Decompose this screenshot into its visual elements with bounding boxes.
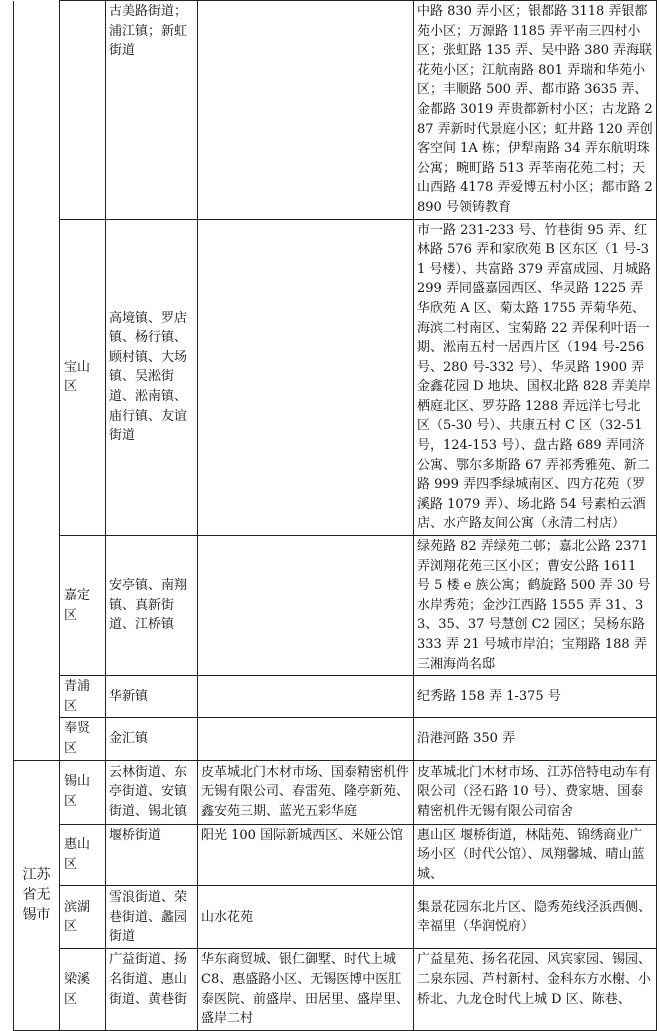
district-cell: 滨湖区 [60,886,106,949]
streets-cell: 堰桥街道 [106,824,198,886]
district-cell: 青浦区 [60,676,106,718]
table-row [14,536,657,676]
medium-risk-cell [198,1,414,220]
medium-risk-cell: 皮革城北门木材市场、国泰精密机件无锡有限公司、春雷苑、隆亭新苑、鑫安苑三期、蓝光五彩华庭 [198,760,414,824]
district-cell: 宝山区 [60,219,106,536]
province-cell: 江苏省无锡市 [14,760,60,1030]
low-risk-cell: 绿苑路 82 弄绿苑二邨；嘉北公路 2371 弄浏翔花苑三区小区；曹安公路 1611 号 5 楼 e 族公寓；鹤旋路 500 弄 30 号水岸秀苑；金沙江西路 1555 弄 31、33、35、37 号慧创 C2 园区；吴杨东路 333 弄 21 号城市岸泊；宝翔路 188 弄三湘海尚名邸 [414,536,657,676]
district-cell: 锡山区 [60,760,106,824]
streets-cell: 安亭镇、南翔镇、真新街道、江桥镇 [106,536,198,676]
medium-risk-cell: 山水花苑 [198,886,414,949]
streets-cell: 雪浪街道、荣巷街道、蠡园街道 [106,886,198,949]
streets-cell: 金汇镇 [106,718,198,760]
streets-cell: 华新镇 [106,676,198,718]
medium-risk-cell [198,536,414,676]
medium-risk-cell [198,219,414,536]
streets-cell: 古美路街道；浦江镇；新虹街道 [106,1,198,220]
table-row [14,949,657,1030]
table-row [14,219,657,536]
district-cell [60,1,106,220]
district-cell: 奉贤区 [60,718,106,760]
streets-cell: 高境镇、罗店镇、杨行镇、顾村镇、大场镇、吴淞街道、淞南镇、庙行镇、友谊街道 [106,219,198,536]
medium-risk-cell [198,676,414,718]
low-risk-cell: 广益星苑、扬名花园、风宾家园、锡园、二泉东园、芦村新村、金科东方水榭、小桥北、九龙仓时代上城 D 区、陈巷、 [414,949,657,1030]
streets-cell: 广益街道、扬名街道、惠山街道、黄巷街 [106,949,198,1030]
table-row [14,718,657,760]
province-cell-shanghai [14,1,60,761]
table-row [14,760,657,824]
district-cell: 嘉定区 [60,536,106,676]
low-risk-cell: 惠山区 堰桥街道，林陆苑、锦绣商业广场小区（时代公馆）、凤翔馨城、晴山蓝城、 [414,824,657,886]
table-row [14,886,657,949]
low-risk-cell: 皮革城北门木材市场、江苏倍特电动车有限公司（泾石路 10 号）、费家塘、国泰精密机件无锡有限公司宿舍 [414,760,657,824]
medium-risk-cell: 阳光 100 国际新城西区、米娅公馆 [198,824,414,886]
table-row [14,824,657,886]
table-row [14,1,657,220]
low-risk-cell: 中路 830 弄小区；银都路 3118 弄银都苑小区；万源路 1185 弄平南三四村小区；张虹路 135 弄、吴中路 380 弄海联花苑小区；江航南路 801 弄瑞和华苑小区；丰顺路 500 弄、都市路 3635 弄、金都路 3019 弄贵都新村小区；古龙路 287 弄新时代景庭小区；虹井路 120 弄创客空间 1A 栋；伊犁南路 34 弄东航明珠公寓；畹町路 513 弄莘南花苑二村；天山西路 4178 弄爱博五村小区；都市路 2890 号领铸教育 [414,1,657,220]
low-risk-cell: 纪秀路 158 弄 1-375 号 [414,676,657,718]
medium-risk-cell: 华东商贸城、银仁御墅、时代上城 C8、惠盛路小区、无锡医博中医肛泰医院、前盛岸、田居里、盛岸里、盛岸二村 [198,949,414,1030]
medium-risk-cell [198,718,414,760]
low-risk-cell: 沿港河路 350 弄 [414,718,657,760]
table-row [14,676,657,718]
risk-area-table [13,0,657,1031]
district-cell: 梁溪区 [60,949,106,1030]
streets-cell: 云林街道、东亭街道、安镇街道、锡北镇 [106,760,198,824]
low-risk-cell: 集景花园东北片区、隐秀苑线泾浜西侧、幸福里（华润悦府） [414,886,657,949]
low-risk-cell: 市一路 231-233 号、竹巷街 95 弄、红林路 576 弄和家欣苑 B 区东区（1 号-31 号楼）、共富路 379 弄富成园、月城路 299 弄同盛嘉园西区、华灵路 1225 弄华欣苑 A 区、菊太路 1755 弄菊华苑、海滨二村南区、宝菊路 22 弄保利叶语一期、淞南五村一居西片区（194 号-256 号、280 号-332 号）、华灵路 1900 弄金鑫花园 D 地块、国权北路 828 弄美岸栖庭北区、罗芬路 1288 弄远洋七号北区（5-30 号）、共康五村 C 区（32-51 号，124-153 号）、盘古路 689 弄同济公寓、鄂尔多斯路 67 弄祁秀雅苑、新二路 999 弄四季绿城南区、四方花苑（罗溪路 1079 弄）、场北路 54 号素柏云酒店、水产路友间公寓（永清二村店） [414,219,657,536]
district-cell: 惠山区 [60,824,106,886]
